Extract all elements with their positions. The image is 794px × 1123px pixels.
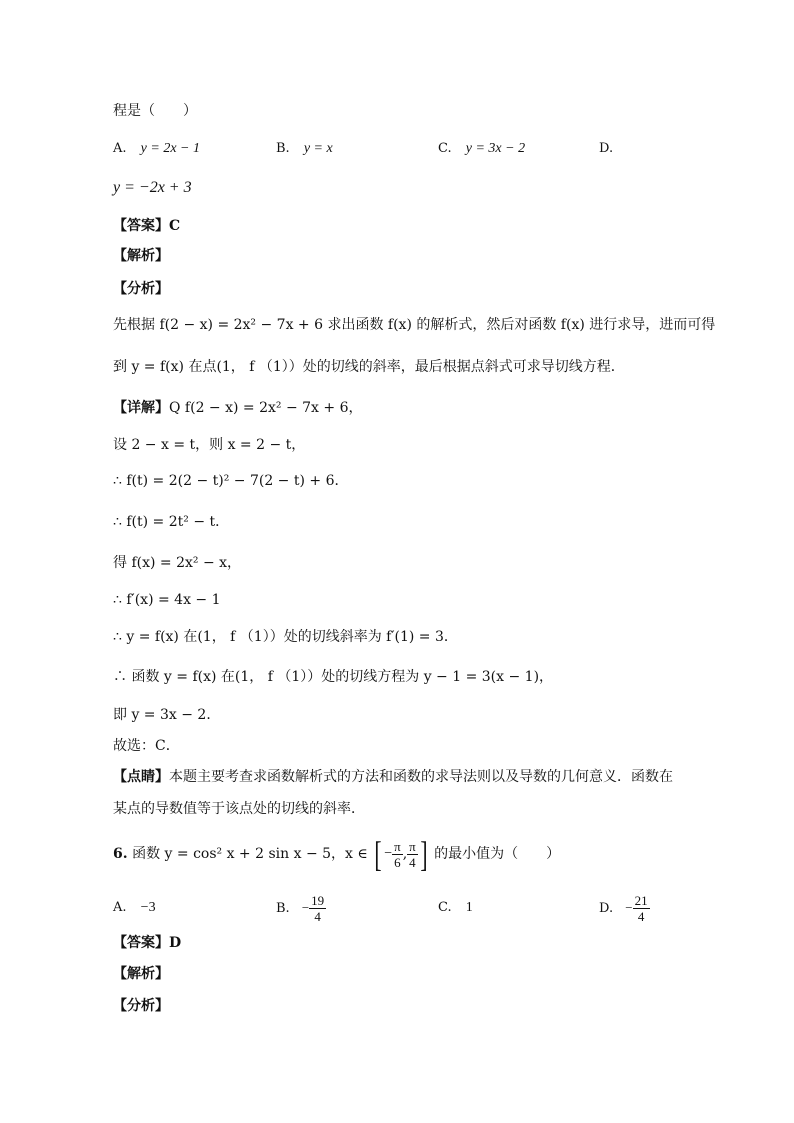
q5-detail-line-6: ∴ f′(x) = 4x − 1: [113, 592, 221, 608]
q5-detail-line-7: ∴ y = f(x) 在(1， f （1））处的切线斜率为 f′(1) = 3．: [113, 629, 458, 645]
right-bracket: ]: [420, 834, 428, 874]
denominator: 6: [394, 854, 401, 870]
q6-choice-b[interactable]: [276, 890, 326, 927]
comment-text: 本题主要考查求函数解析式的方法和函数的求导法则以及导数的几何意义．函数在: [169, 769, 673, 785]
q5-comment-line-2: 某点的导数值等于该点处的切线的斜率．: [113, 801, 365, 817]
question-number: 6.: [113, 846, 128, 862]
q5-detail-line-10: 故选：C．: [113, 738, 180, 754]
q6-answer: [113, 933, 181, 953]
numerator: π: [394, 838, 401, 854]
q5-choice-b[interactable]: [276, 139, 333, 159]
choice-expr: y = 3x − 2: [465, 141, 526, 156]
q5-analysis-line-1: 先根据 f(2 − x) = 2x² − 7x + 6 求出函数 f(x) 的解析式，然后对函数 f(x) 进行求导，进而可得: [113, 317, 716, 333]
q6-stem: 6. 函数 y = cos² x + 2 sin x − 5，x ∈ [ − $\frac{\pi}{6}$ , $\frac{\pi}{4}$ ] 的最小值为（ ）: [113, 834, 561, 874]
answer-value: D: [169, 935, 182, 951]
choice-letter: D.: [599, 141, 614, 156]
q5-choice-d[interactable]: [599, 139, 613, 159]
answer-label: 【答案】: [113, 935, 169, 951]
numerator: π: [409, 838, 416, 854]
choice-letter: C.: [438, 900, 452, 915]
q5-detail-line-2: 设 2 − x = t，则 x = 2 − t，: [113, 437, 306, 453]
choice-letter: B.: [276, 141, 290, 156]
q5-answer: [113, 216, 180, 236]
left-bracket: [: [374, 834, 382, 874]
q5-detail-line-4: ∴ f(t) = 2t² − t．: [113, 514, 230, 530]
q6-fenxi-label: 【分析】: [113, 998, 169, 1014]
q5-stem-tail: 程是（ ）: [113, 103, 197, 119]
denominator: 4: [637, 909, 645, 924]
detail-label: 【详解】: [113, 400, 169, 416]
minus-sign: −: [384, 846, 393, 861]
q5-jiexi-label: 【解析】: [113, 248, 169, 264]
q5-analysis-line-2: 到 y = f(x) 在点(1， f （1））处的切线的斜率，最后根据点斜式可求导切线方程．: [113, 359, 625, 375]
answer-value: C: [169, 218, 181, 234]
q6-choice-d[interactable]: [599, 890, 650, 927]
choice-expr: y = 2x − 1: [140, 141, 200, 156]
q6-choice-a[interactable]: [113, 898, 156, 918]
choice-letter: B.: [276, 901, 290, 916]
q5-fenxi-label: 【分析】: [113, 281, 169, 297]
denominator: 4: [409, 854, 416, 870]
choice-fraction: [309, 893, 326, 924]
choice-letter: A.: [113, 900, 127, 915]
q6-jiexi-label: 【解析】: [113, 966, 169, 982]
q5-detail-line-3: ∴ f(t) = 2(2 − t)² − 7(2 − t) + 6．: [113, 473, 349, 489]
choice-fraction: [633, 893, 650, 924]
fraction-pi-6: [392, 839, 403, 870]
choice-sign: −: [301, 900, 310, 915]
choice-letter: A.: [113, 141, 127, 156]
q6-stem-text-end: 的最小值为（ ）: [434, 846, 561, 862]
detail-text: Q f(2 − x) = 2x² − 7x + 6，: [169, 400, 363, 416]
choice-expr: y = x: [303, 141, 333, 156]
q5-detail-line-1: [113, 398, 362, 418]
comment-label: 【点睛】: [113, 769, 169, 785]
choice-expr: 1: [465, 900, 473, 915]
choice-letter: D.: [599, 901, 614, 916]
q6-choice-c[interactable]: [438, 898, 473, 918]
numerator: 19: [311, 893, 325, 908]
fraction-pi-4: [407, 839, 418, 870]
q5-detail-line-8: ∴ 函数 y = f(x) 在(1， f （1））处的切线方程为 y − 1 = 3(x − 1)，: [113, 669, 554, 685]
q5-choice-d-expr: y = −2x + 3: [113, 179, 192, 196]
q5-detail-line-9: 即 y = 3x − 2．: [113, 707, 221, 723]
q5-detail-line-5: 得 f(x) = 2x² − x，: [113, 555, 242, 571]
q5-comment-line-1: [113, 767, 673, 787]
q5-choice-a[interactable]: [113, 139, 200, 159]
choice-expr: −3: [140, 900, 156, 915]
answer-label: 【答案】: [113, 218, 169, 234]
choice-sign: −: [625, 900, 633, 915]
choice-letter: C.: [438, 141, 452, 156]
q5-choice-c[interactable]: [438, 139, 525, 159]
numerator: 21: [634, 893, 648, 908]
denominator: 4: [314, 909, 321, 924]
q6-stem-text: 函数 y = cos² x + 2 sin x − 5，x ∈: [132, 846, 368, 862]
